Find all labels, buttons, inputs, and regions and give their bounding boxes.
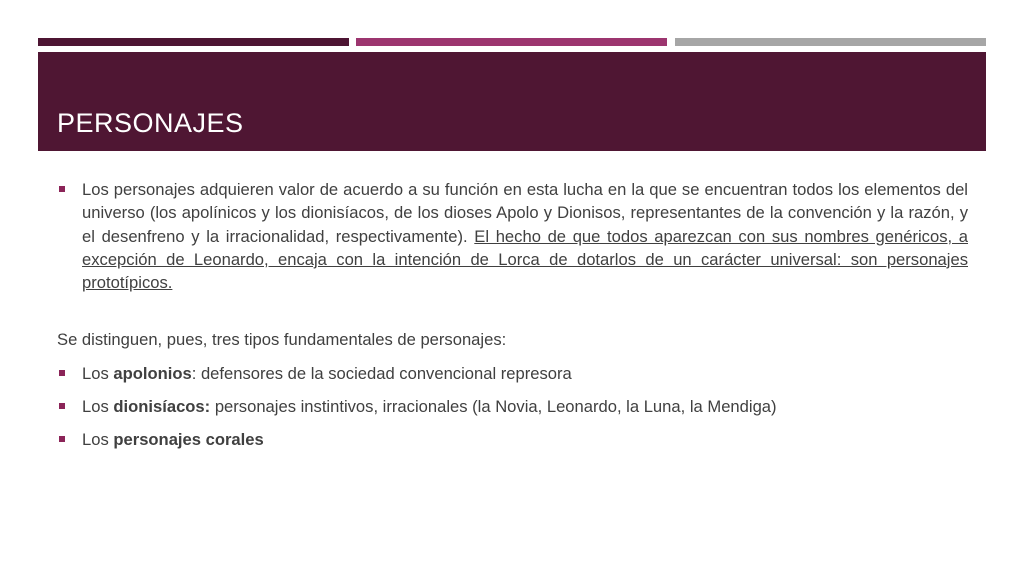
intro-line: Se distinguen, pues, tres tipos fundamentales de personajes:	[57, 330, 507, 350]
accent-bar-dark-purple	[38, 38, 349, 46]
square-bullet-icon	[59, 370, 65, 376]
bullet-type-corales	[57, 428, 968, 451]
slide-title: PERSONAJES	[57, 108, 244, 138]
square-bullet-icon	[59, 186, 65, 192]
square-bullet-icon	[59, 403, 65, 409]
type-term: personajes corales	[113, 430, 264, 450]
accent-bar-gray	[675, 38, 986, 46]
type-prefix: Los	[82, 430, 114, 450]
bullet-type-apolonios	[57, 362, 968, 385]
type-term: apolonios	[113, 363, 192, 383]
square-bullet-icon	[59, 436, 65, 442]
type-prefix: Los	[82, 397, 114, 417]
accent-bar-magenta	[356, 38, 667, 46]
paragraph-main-text: Los personajes adquieren valor de acuerdo a su función en esta lucha en la que se encuentran todos los elementos del universo (los apolínicos y los dionisíacos, de los dioses Apolo y Dionisos, representantes de la convención y la razón, y el desenfreno y la irracionalidad, respectivamente).	[82, 180, 968, 246]
title-band	[38, 52, 986, 151]
type-prefix: Los	[82, 363, 114, 383]
type-suffix: : defensores de la sociedad convencional represora	[191, 363, 572, 383]
paragraph-main-underlined-text: El hecho de que todos aparezcan con sus nombres genéricos, a excepción de Leonardo, encaja con la intención de Lorca de dotarlos de un carácter universal: son personajes prototípicos.	[82, 226, 968, 293]
type-term: dionisíacos:	[113, 397, 211, 417]
bullet-paragraph-main	[57, 178, 968, 294]
type-suffix: personajes instintivos, irracionales (la Novia, Leonardo, la Luna, la Mendiga)	[210, 397, 777, 417]
slide-content	[57, 178, 968, 452]
bullet-type-dionisiacos	[57, 395, 968, 418]
